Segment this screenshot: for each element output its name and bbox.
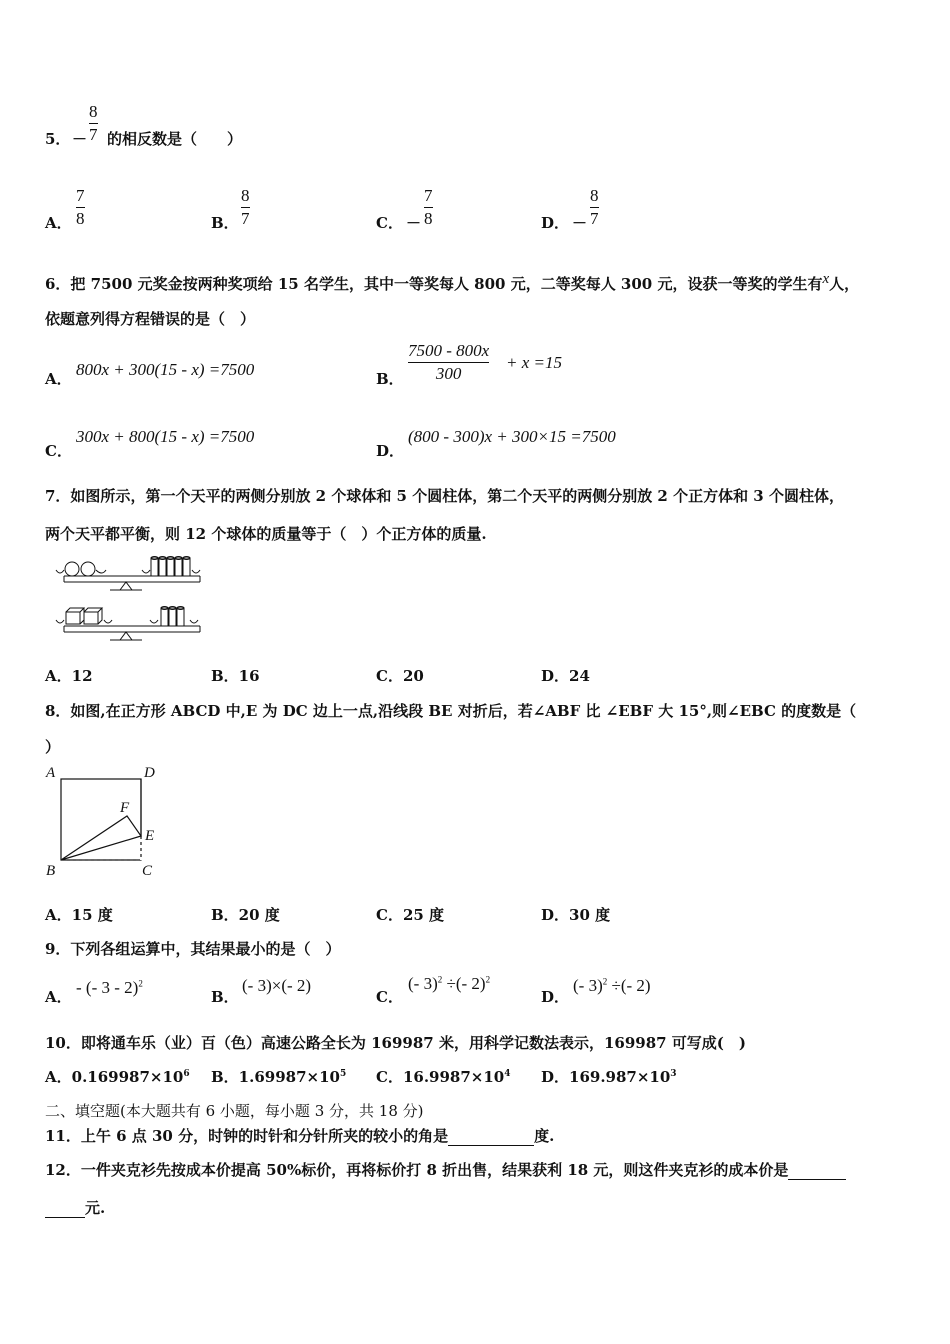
- q6-option-b-label[interactable]: B．: [376, 370, 404, 388]
- q6-stem-line1: 6．把 7500 元奖金按两种奖项给 15 名学生，其中一等奖每人 800 元，二等奖每人 300 元，设获一等奖的学生有x人，: [45, 271, 860, 293]
- q6-option-a-expr: 800x + 300(15 - x) =7500: [76, 360, 255, 379]
- q8-option-a[interactable]: A．15 度: [45, 906, 113, 924]
- q8-option-b[interactable]: B．20 度: [211, 906, 280, 924]
- q8-stem-line1: 8．如图,在正方形 ABCD 中,E 为 DC 边上一点,沿线段 BE 对折后，若∠ABF 比 ∠EBF 大 15°,则∠EBC 的度数是（: [45, 702, 857, 720]
- label-e: E: [145, 828, 155, 844]
- folded-triangle: [61, 816, 141, 860]
- q8-stem-line2: ）: [45, 738, 61, 756]
- q7-option-a[interactable]: A．12: [45, 667, 93, 685]
- q9-stem: 9．下列各组运算中，其结果最小的是（ ）: [45, 940, 341, 958]
- q5-number: 5．: [45, 130, 71, 148]
- q6-stem-line2: 依题意列得方程错误的是（ ）: [45, 310, 256, 328]
- q9-option-d-label[interactable]: D．: [541, 988, 570, 1006]
- q6-option-d-expr: (800 - 300)x + 300×15 =7500: [408, 427, 616, 446]
- q5-option-c-label[interactable]: C．: [376, 214, 403, 232]
- q9-option-a-label[interactable]: A．: [45, 988, 72, 1006]
- q5-minus: －: [72, 130, 88, 148]
- q5-option-b-fraction: 8 7: [241, 186, 250, 228]
- q12-stem-line2: 元.: [45, 1197, 105, 1218]
- balance-scale-spheres-cylinders: [56, 557, 200, 591]
- q8-option-d[interactable]: D．30 度: [541, 906, 611, 924]
- q5-option-b-label[interactable]: B．: [211, 214, 239, 232]
- q7-option-b[interactable]: B．16: [211, 667, 260, 685]
- label-b: B: [46, 863, 56, 879]
- q6-option-c-label[interactable]: C．: [45, 442, 72, 460]
- q6-option-d-label[interactable]: D．: [376, 442, 405, 460]
- q5-option-a-label[interactable]: A．: [45, 214, 72, 232]
- label-f: F: [120, 800, 130, 816]
- sphere-icon: [65, 562, 79, 576]
- q10-option-b[interactable]: B．$1.69987\times 10^5$: [211, 1068, 347, 1086]
- label-a: A: [46, 765, 56, 781]
- q12-answer-blank[interactable]: [788, 1163, 846, 1180]
- q11-stem: 11．上午 6 点 30 分，时钟的时针和分针所夹的较小的角是 度.: [45, 1127, 555, 1145]
- q6-option-c-expr: 300x + 800(15 - x) =7500: [76, 427, 255, 446]
- q5-option-c-minus: －: [406, 214, 422, 232]
- q5-option-a-fraction: 7 8: [76, 186, 85, 228]
- q9-option-b-label[interactable]: B．: [211, 988, 239, 1006]
- q9-option-d-expr: (- 3)$^2$ ÷(- 2): [573, 976, 651, 995]
- q6-option-b-tail: + x =15: [506, 353, 562, 372]
- q5-option-d-minus: －: [572, 214, 588, 232]
- sphere-icon: [81, 562, 95, 576]
- balance-scale-cubes-cylinders: [56, 607, 200, 641]
- q12-stem: 12．一件夹克衫先按成本价提高 50%标价，再将标价打 8 折出售，结果获利 18 元，则这件夹克衫的成本价是: [45, 1159, 846, 1180]
- cube-icon: [66, 612, 80, 624]
- q10-option-a[interactable]: A．$0.169987\times 10^6$: [45, 1068, 190, 1086]
- q10-option-c[interactable]: C．$16.9987\times 10^4$: [376, 1068, 511, 1086]
- q10-stem: 10．即将通车乐（业）百（色）高速公路全长为 169987 米，用科学记数法表示，169987 可写成( ): [45, 1034, 746, 1052]
- q10-option-d[interactable]: D．$169.987\times 10^3$: [541, 1068, 677, 1086]
- q9-option-c-expr: (- 3)$^2$ ÷(- 2)$^2$: [408, 974, 491, 993]
- label-d: D: [144, 765, 155, 781]
- section-2-heading: 二、填空题(本大题共有 6 小题，每小题 3 分，共 18 分): [45, 1102, 424, 1120]
- q6-option-b-fraction: 7500 - 800x 300: [408, 341, 490, 383]
- q9-option-c-label[interactable]: C．: [376, 988, 403, 1006]
- balance-scales-figure: [50, 552, 210, 646]
- cube-icon: [84, 612, 98, 624]
- q7-option-d[interactable]: D．24: [541, 667, 590, 685]
- q5-stem: 的相反数是（ ）: [107, 130, 243, 148]
- q5-option-d-fraction: 8 7: [590, 186, 599, 228]
- q12-answer-blank-cont[interactable]: [45, 1201, 85, 1218]
- q6-variable: x: [822, 271, 830, 287]
- q8-option-c[interactable]: C．25 度: [376, 906, 445, 924]
- q9-option-a-expr: - (- 3 - 2)$^2$: [76, 978, 143, 997]
- square-fold-figure: [40, 760, 170, 885]
- q5-option-d-label[interactable]: D．: [541, 214, 570, 232]
- q7-option-c[interactable]: C．20: [376, 667, 424, 685]
- q6-option-a-label[interactable]: A．: [45, 370, 72, 388]
- q5-option-c-fraction: 7 8: [424, 186, 433, 228]
- q11-answer-blank[interactable]: [448, 1129, 534, 1146]
- q7-stem-line2: 两个天平都平衡，则 12 个球体的质量等于（ ）个正方体的质量.: [45, 525, 487, 543]
- q9-option-b-expr: (- 3)×(- 2): [242, 976, 312, 995]
- q7-stem-line1: 7．如图所示，第一个天平的两侧分别放 2 个球体和 5 个圆柱体，第二个天平的两侧分别放 2 个正方体和 3 个圆柱体，: [45, 487, 844, 505]
- label-c: C: [142, 863, 153, 879]
- q5-fraction: 8 7: [89, 102, 98, 144]
